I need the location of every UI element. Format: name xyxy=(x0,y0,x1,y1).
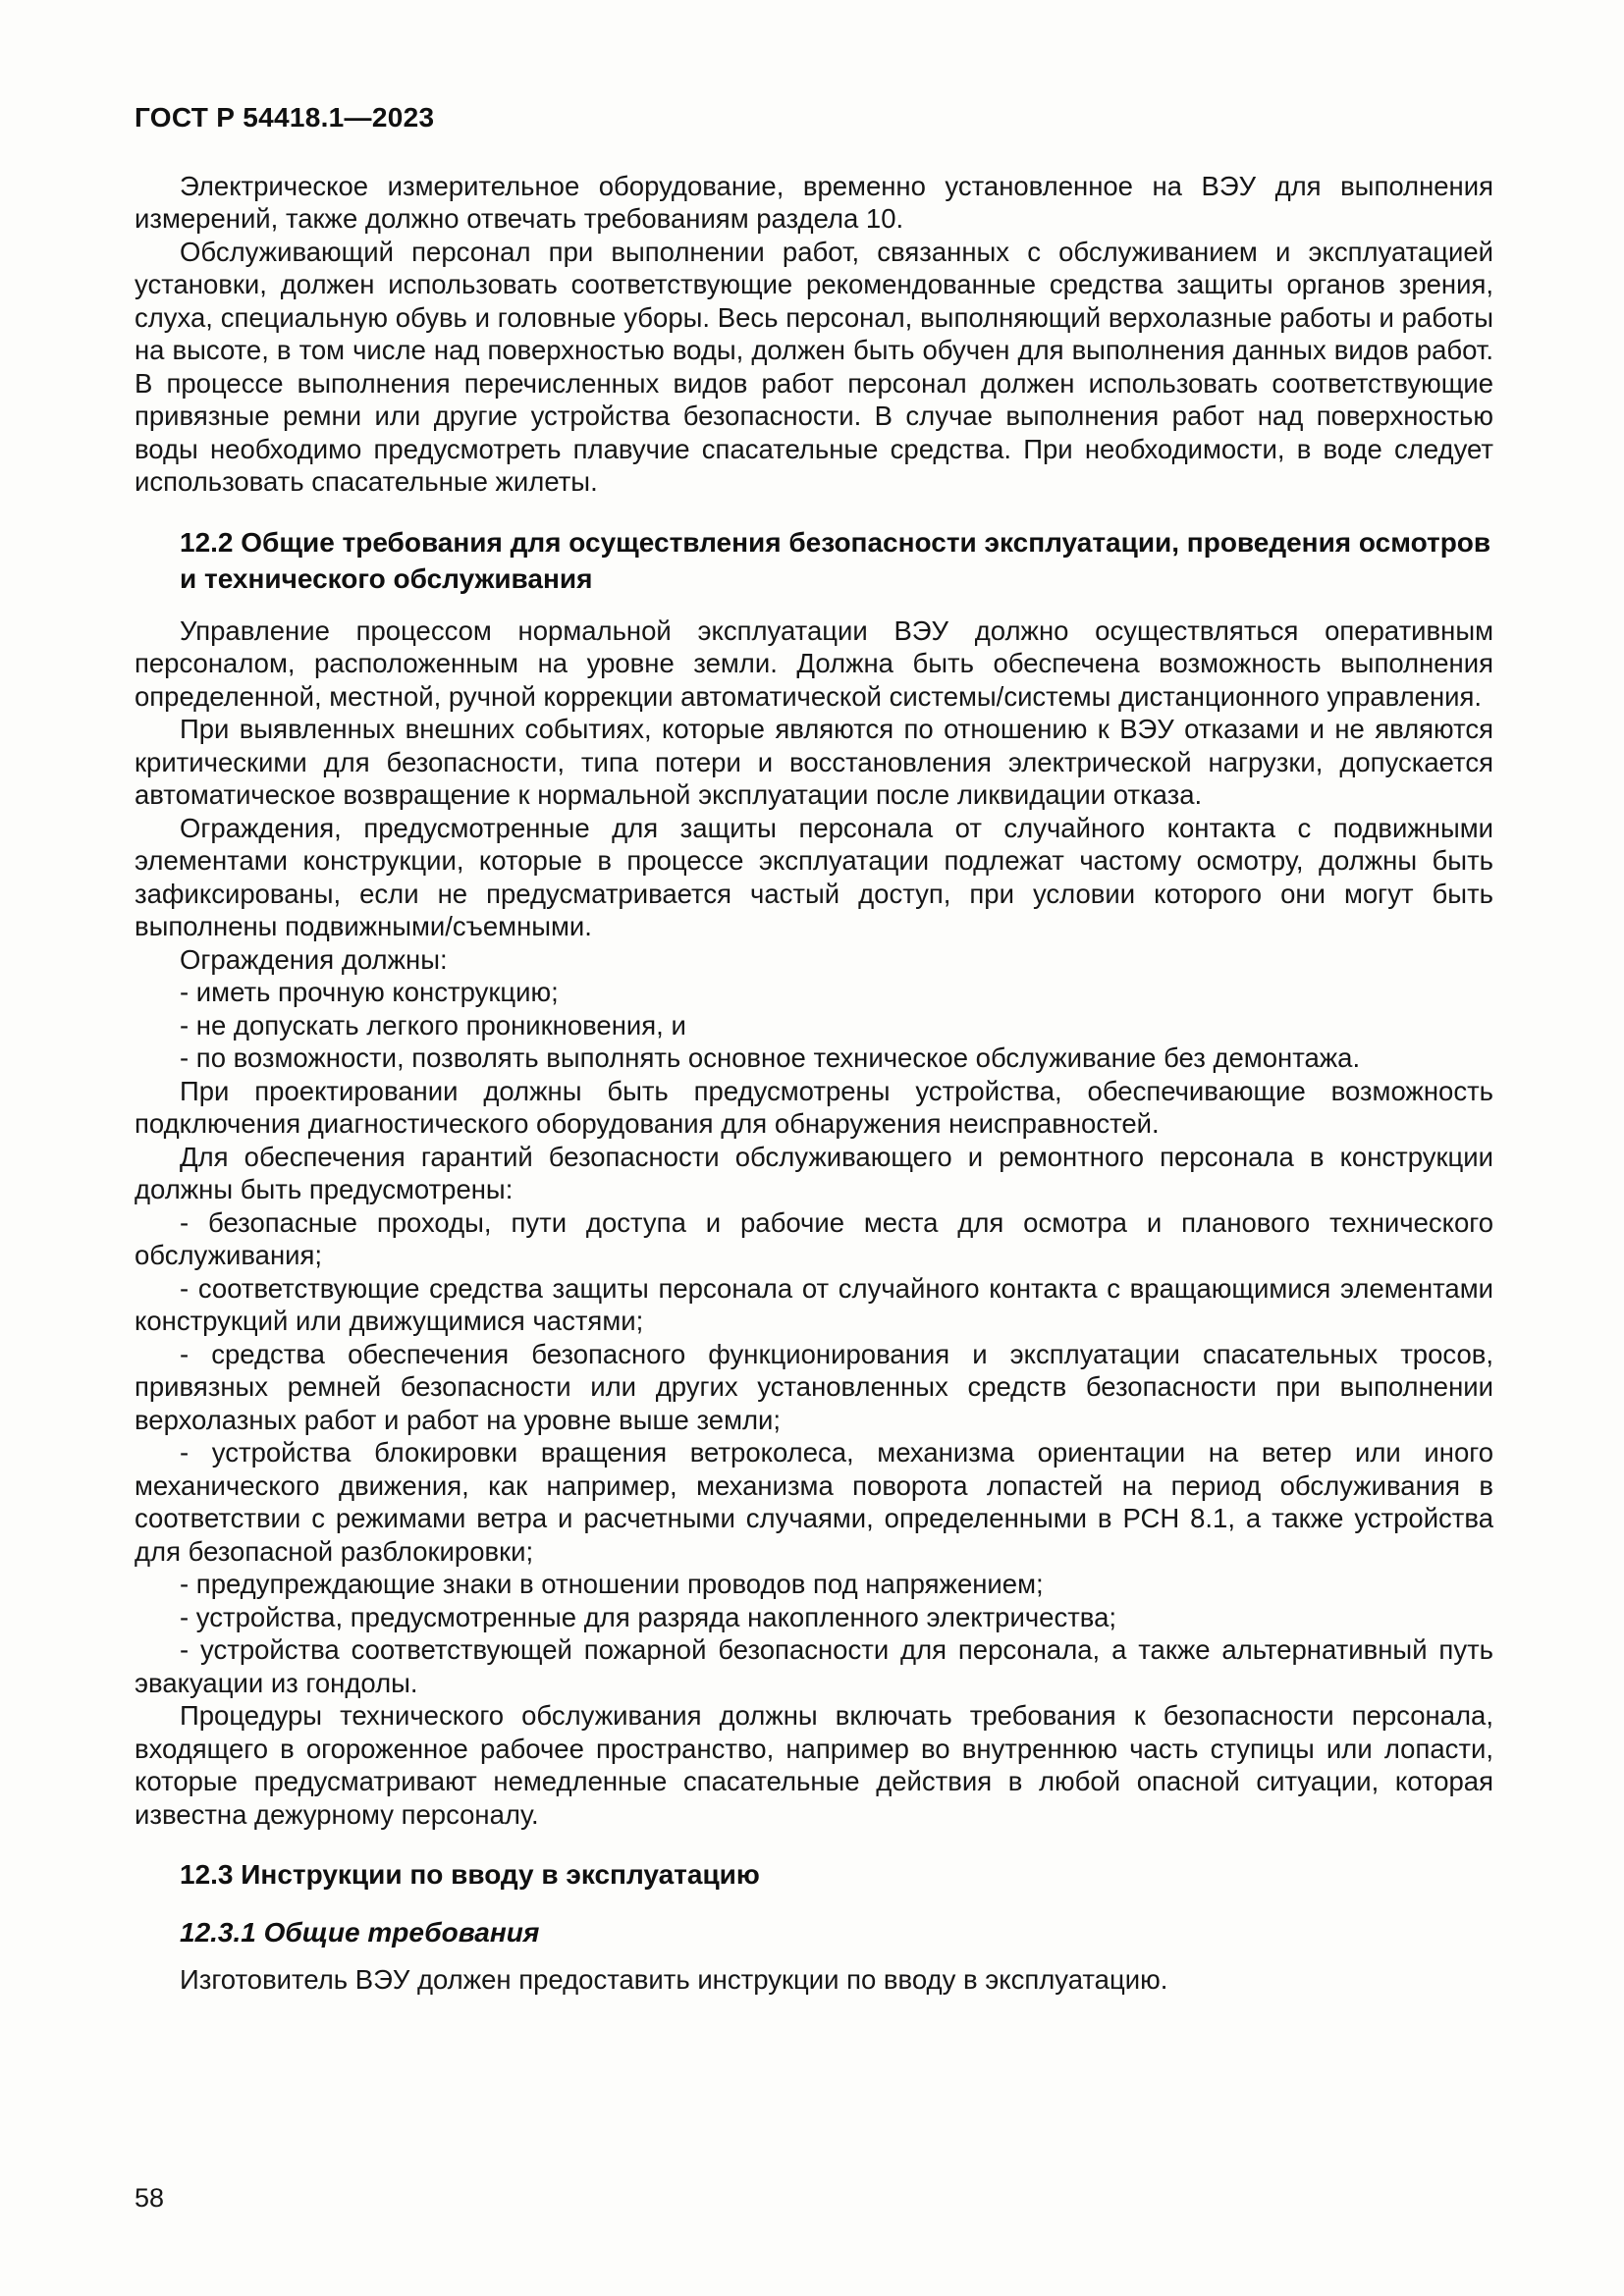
list-item: - иметь прочную конструкцию; xyxy=(180,977,559,1008)
paragraph: Для обеспечения гарантий безопасности обслуживающего и ремонтного персонала в конструкции должны быть предусмотрены: xyxy=(135,1141,1493,1205)
list-item: - по возможности, позволять выполнять основное техническое обслуживание без демонтажа. xyxy=(180,1042,1361,1074)
section-heading-12-2: 12.2 Общие требования для осуществления безопасности эксплуатации, проведения осмотров и технического обслуживания xyxy=(180,526,1491,594)
list-item: - устройства, предусмотренные для разряда накопленного электричества; xyxy=(180,1601,1117,1632)
paragraph: При выявленных внешних событиях, которые являются по отношению к ВЭУ отказами и не являются критическими для безопасности, типа потери и восстановления электрической нагрузки, допускается автоматическое возвращение к нормальной эксплуатации после ликвидации отказа. xyxy=(135,714,1493,811)
paragraph: Электрическое измерительное оборудование, временно установленное на ВЭУ для выполнения измерений, также должно отвечать требованиям раздела 10. xyxy=(135,170,1493,235)
list-item: - предупреждающие знаки в отношении проводов под напряжением; xyxy=(180,1569,1044,1600)
paragraph: Обслуживающий персонал при выполнении работ, связанных с обслуживанием и эксплуатацией установки, должен использовать соответствующие рекомендованные средства защиты органов зрения, слуха, специальную обувь и головные уборы. Весь персонал, выполняющий верхолазные работы и работы на высоте, в том числе над поверхностью воды, должен быть обучен для выполнения данных видов работ. В процессе выполнения перечисленных видов работ персонал должен использовать соответствующие привязные ремни или другие устройства безопасности. В случае выполнения работ над поверхностью воды необходимо предусмотреть плавучие спасательные средства. При необходимости, в воде следует использовать спасательные жилеты. xyxy=(135,236,1493,498)
document-header: ГОСТ Р 54418.1—2023 xyxy=(135,102,435,133)
list-item: - не допускать легкого проникновения, и xyxy=(180,1009,686,1041)
paragraph: Управление процессом нормальной эксплуатации ВЭУ должно осуществляться оперативным персоналом, расположенным на уровне земли. Должна быть обеспечена возможность выполнения определенной, местной, ручной коррекции автоматической системы/системы дистанционного управления. xyxy=(135,614,1493,712)
list-item: - устройства соответствующей пожарной безопасности для персонала, а также альтернативный путь эвакуации из гондолы. xyxy=(135,1634,1493,1698)
section-heading-12-3: 12.3 Инструкции по вводу в эксплуатацию xyxy=(180,1859,760,1891)
document-content xyxy=(135,101,1493,1997)
list-item: - средства обеспечения безопасного функционирования и эксплуатации спасательных тросов, привязных ремней безопасности или других установленных средств безопасности при выполнении верхолазных работ и работ на уровне выше земли; xyxy=(135,1338,1493,1435)
list-item: - безопасные проходы, пути доступа и рабочие места для осмотра и планового технического обслуживания; xyxy=(135,1206,1493,1271)
list-item: - устройства блокировки вращения ветроколеса, механизма ориентации на ветер или иного механического движения, как например, механизма поворота лопастей на период обслуживания в соответствии с режимами ветра и расчетными случаями, определенными в РСН 8.1, а также устройства для безопасной разблокировки; xyxy=(135,1437,1493,1567)
paragraph: Изготовитель ВЭУ должен предоставить инструкции по вводу в эксплуатацию. xyxy=(180,1964,1168,1996)
subsection-heading-12-3-1: 12.3.1 Общие требования xyxy=(180,1917,540,1949)
paragraph: Процедуры технического обслуживания должны включать требования к безопасности персонала, входящего в огороженное рабочее пространство, например во внутреннюю часть ступицы или лопасти, которые предусматривают немедленные спасательные действия в любой опасной ситуации, которая известна дежурному персоналу. xyxy=(135,1700,1493,1830)
list-item: - соответствующие средства защиты персонала от случайного контакта с вращающимися элементами конструкций или движущимися частями; xyxy=(135,1272,1493,1337)
page-number: 58 xyxy=(135,2183,165,2213)
paragraph: Ограждения должны: xyxy=(180,943,448,975)
paragraph: При проектировании должны быть предусмотрены устройства, обеспечивающие возможность подключения диагностического оборудования для обнаружения неисправностей. xyxy=(135,1075,1493,1140)
paragraph: Ограждения, предусмотренные для защиты персонала от случайного контакта с подвижными элементами конструкции, которые в процессе эксплуатации подлежат частому осмотру, должны быть зафиксированы, если не предусматривается частый доступ, при условии которого они могут быть выполнены подвижными/съемными. xyxy=(135,812,1493,942)
